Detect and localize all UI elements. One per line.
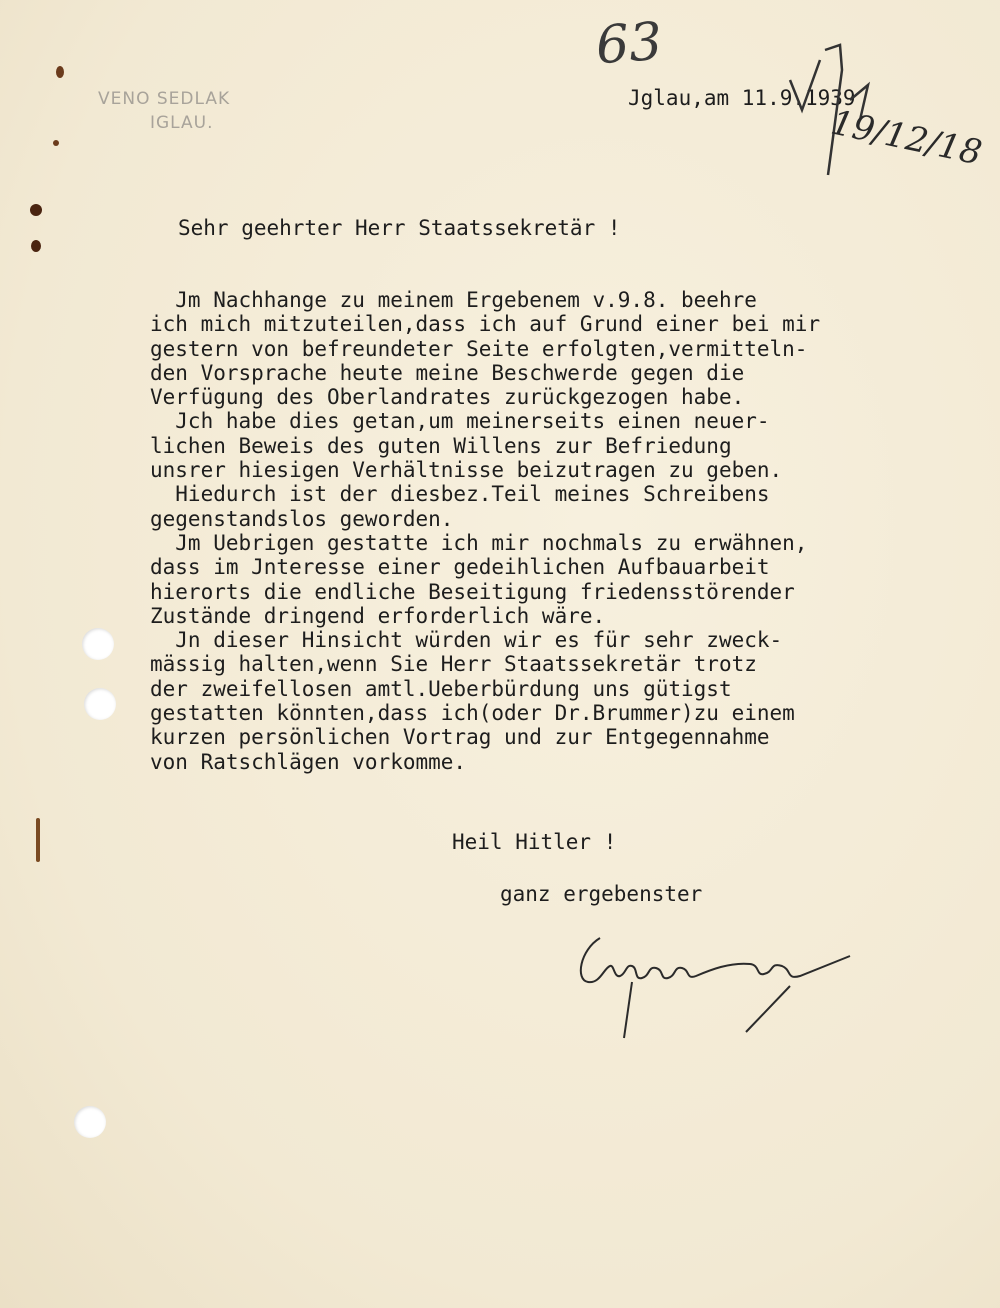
body-line: den Vorsprache heute meine Beschwerde gegen die <box>150 360 745 385</box>
rust-stain <box>30 204 42 216</box>
punch-hole <box>82 628 114 660</box>
body-line: Jm Uebrigen gestatte ich mir nochmals zu erwähnen, <box>150 530 808 555</box>
body-line: Zustände dringend erforderlich wäre. <box>150 603 606 628</box>
rust-stain <box>31 240 41 252</box>
punch-hole <box>84 688 116 720</box>
body-line: von Ratschlägen vorkomme. <box>150 749 467 774</box>
letterhead-city: IGLAU. <box>150 112 214 133</box>
letter-date: Jglau,am 11.9.1939 <box>628 86 856 110</box>
letter-body <box>150 288 970 774</box>
letterhead-name: VENO SEDLAK <box>98 89 231 109</box>
body-line: Jch habe dies getan,um meinerseits einen neuer- <box>150 409 770 434</box>
body-line: gegenstandslos geworden. <box>150 506 454 531</box>
body-line: hierorts die endliche Beseitigung friedensstörender <box>150 579 795 604</box>
rust-stain <box>53 140 59 146</box>
signature-icon <box>560 920 860 1050</box>
body-line: lichen Beweis des guten Willens zur Befriedung <box>150 433 732 458</box>
body-line: gestern von befreundeter Seite erfolgten,vermitteln- <box>150 336 808 361</box>
closing: Heil Hitler ! <box>452 830 617 854</box>
body-line: Jn dieser Hinsicht würden wir es für sehr zweck- <box>150 628 783 653</box>
handwritten-note: 19/12/18 <box>827 102 986 174</box>
body-line: dass im Jnteresse einer gedeihlichen Aufbauarbeit <box>150 555 770 580</box>
punch-hole <box>74 1106 106 1138</box>
body-line: der zweifellosen amtl.Ueberbürdung uns gütigst <box>150 676 732 701</box>
body-line: gestatten könnten,dass ich(oder Dr.Brummer)zu einem <box>150 701 795 726</box>
body-line: kurzen persönlichen Vortrag und zur Entgegennahme <box>150 725 770 750</box>
salutation: Sehr geehrter Herr Staatssekretär ! <box>178 216 621 240</box>
rust-stain <box>36 818 40 862</box>
archive-number: 63 <box>593 11 665 77</box>
body-line: unsrer hiesigen Verhältnisse beizutragen zu geben. <box>150 458 783 483</box>
body-line: Jm Nachhange zu meinem Ergebenem v.9.8. beehre <box>150 288 757 312</box>
body-line: ich mich mitzuteilen,dass ich auf Grund einer bei mir <box>150 312 821 337</box>
body-line: Hiedurch ist der diesbez.Teil meines Schreibens <box>150 482 770 507</box>
regards: ganz ergebenster <box>500 882 703 906</box>
body-line: Verfügung des Oberlandrates zurückgezogen habe. <box>150 385 745 410</box>
rust-stain <box>56 66 64 78</box>
body-line: mässig halten,wenn Sie Herr Staatssekretär trotz <box>150 652 757 677</box>
letterhead <box>98 88 230 136</box>
